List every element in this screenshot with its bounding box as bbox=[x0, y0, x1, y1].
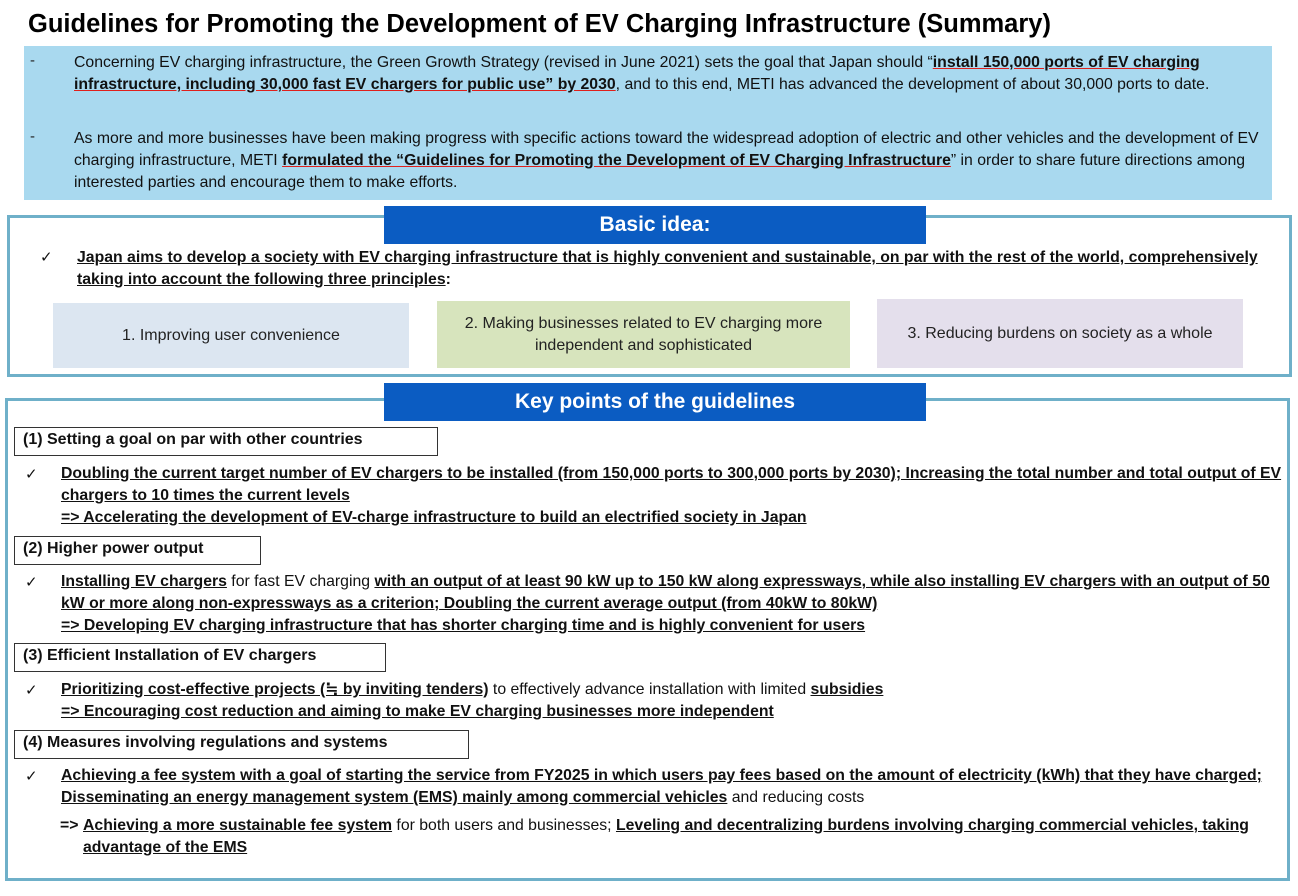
basic-idea-banner: Basic idea: bbox=[384, 206, 926, 244]
section-heading-1: (1) Setting a goal on par with other countries bbox=[14, 427, 438, 456]
bullet-dash: - bbox=[30, 128, 35, 145]
principle-card-2 bbox=[437, 301, 850, 368]
section-4-outcome-b: for both users and businesses; bbox=[392, 817, 616, 834]
intro-p2-highlight: formulated the “Guidelines for Promoting the Development of EV Charging Infrastructure bbox=[282, 152, 951, 169]
section-4-body bbox=[61, 765, 1286, 809]
principle-label: 3. Reducing burdens on society as a whole bbox=[907, 324, 1213, 342]
section-3-body bbox=[61, 679, 1286, 723]
section-heading-2: (2) Higher power output bbox=[14, 536, 261, 565]
section-2-point-c: with an output of at least 90 kW up to 150 kW along expressways, while also installing EV chargers with an output of 50 kW or more along non-expressways as a criterion; Doubling the current average output (from 40kW to 80kW) bbox=[61, 573, 1270, 612]
section-heading-4: (4) Measures involving regulations and systems bbox=[14, 730, 469, 759]
intro-paragraph-2 bbox=[74, 128, 1264, 194]
section-3-point-a: Prioritizing cost-effective projects (≒ by inviting tenders) bbox=[61, 681, 489, 698]
basic-idea-colon: : bbox=[445, 271, 451, 288]
check-icon: ✓ bbox=[25, 574, 38, 591]
check-icon: ✓ bbox=[25, 768, 38, 785]
page-title: Guidelines for Promoting the Development of EV Charging Infrastructure (Summary) bbox=[28, 10, 1051, 38]
intro-p1-tail: , and to this end, METI has advanced the development of about 30,000 ports to date. bbox=[615, 76, 1210, 93]
section-3-point-b: to effectively advance installation with limited bbox=[488, 681, 811, 698]
intro-p1-text: Concerning EV charging infrastructure, the Green Growth Strategy (revised in June 2021) sets the goal that Japan should “ bbox=[74, 54, 933, 71]
basic-idea-text: Japan aims to develop a society with EV charging infrastructure that is highly convenient and sustainable, on par with the rest of the world, comprehensively taking into account the following three principles bbox=[77, 249, 1258, 288]
section-2-body bbox=[61, 571, 1286, 637]
intro-p2-tail: ” in order to share future directions among interested parties and encourage them to make efforts. bbox=[74, 152, 1246, 191]
intro-panel bbox=[24, 46, 1272, 200]
basic-idea-statement bbox=[77, 247, 1267, 291]
principle-card-3 bbox=[877, 299, 1243, 368]
section-4-outcome bbox=[83, 815, 1253, 859]
section-1-outcome: => Accelerating the development of EV-charge infrastructure to build an electrified society in Japan bbox=[61, 509, 807, 526]
section-3-point-c: subsidies bbox=[810, 681, 884, 698]
section-4-arrow: => bbox=[60, 817, 79, 834]
section-4-point-b: Disseminating an energy management system (EMS) mainly among commercial vehicles bbox=[61, 789, 728, 806]
section-4-point-c: and reducing costs bbox=[727, 789, 865, 806]
intro-p1-highlight: install 150,000 ports of EV charging infrastructure, including 30,000 fast EV chargers for public use” by 2030 bbox=[74, 54, 1200, 93]
key-points-banner: Key points of the guidelines bbox=[384, 383, 926, 421]
check-icon: ✓ bbox=[25, 466, 38, 483]
intro-p2-text: As more and more businesses have been making progress with specific actions toward the widespread adoption of electric and other vehicles and the development of EV charging infrastructure, METI bbox=[74, 130, 1259, 169]
intro-paragraph-1 bbox=[74, 52, 1264, 96]
section-1-body bbox=[61, 463, 1286, 529]
principle-card-1 bbox=[53, 303, 409, 368]
section-2-point-b: for fast EV charging bbox=[226, 573, 375, 590]
section-4-point-a: Achieving a fee system with a goal of starting the service from FY2025 in which users pay fees based on the amount of electricity (kWh) that they have charged; bbox=[61, 767, 1262, 784]
section-2-point-a: Installing EV chargers bbox=[61, 573, 227, 590]
section-4-outcome-a: Achieving a more sustainable fee system bbox=[83, 817, 393, 834]
check-icon: ✓ bbox=[40, 249, 53, 266]
principle-label: 2. Making businesses related to EV charging more independent and sophisticated bbox=[464, 314, 823, 354]
section-heading-3: (3) Efficient Installation of EV chargers bbox=[14, 643, 386, 672]
section-4-outcome-c: Leveling and decentralizing burdens involving charging commercial vehicles, taking advantage of the EMS bbox=[83, 817, 1249, 856]
principle-label: 1. Improving user convenience bbox=[122, 326, 340, 344]
check-icon: ✓ bbox=[25, 682, 38, 699]
section-2-outcome: => Developing EV charging infrastructure that has shorter charging time and is highly convenient for users bbox=[61, 617, 866, 634]
section-1-point: Doubling the current target number of EV chargers to be installed (from 150,000 ports to 300,000 ports by 2030); Increasing the total number and total output of EV chargers to 10 times the current levels bbox=[61, 465, 1282, 504]
bullet-dash: - bbox=[30, 52, 35, 69]
section-3-outcome: => Encouraging cost reduction and aiming to make EV charging businesses more independent bbox=[61, 703, 774, 720]
